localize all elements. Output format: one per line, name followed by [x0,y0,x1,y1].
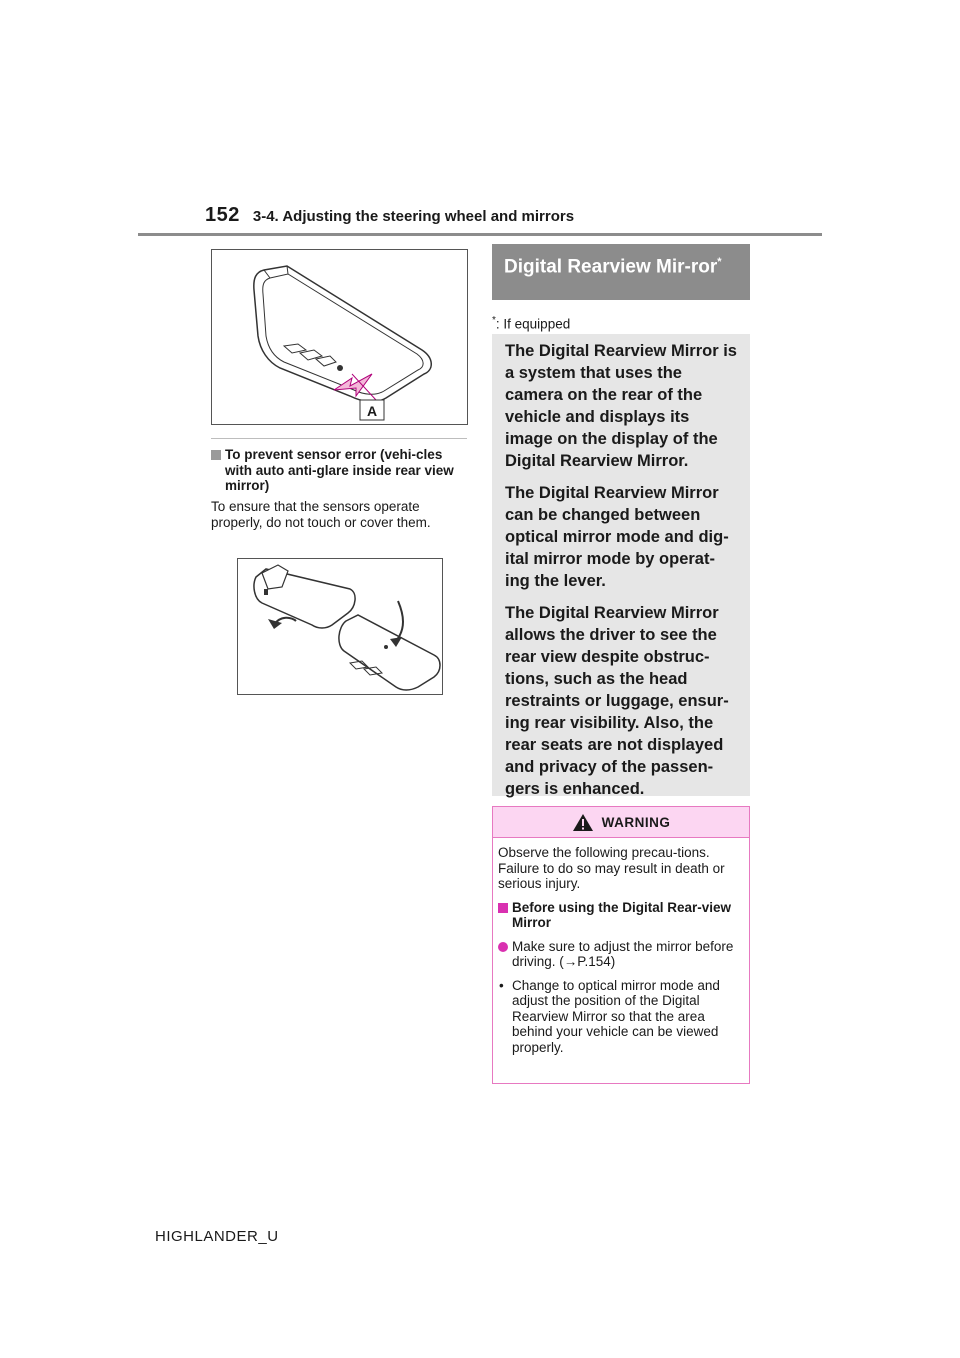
header-rule [138,233,822,236]
page-number: 152 [205,204,240,226]
circle-bullet-icon [498,942,508,952]
dot-bullet-icon: • [499,977,504,993]
banner-title: Digital Rearview Mir-ror [504,256,718,278]
warning-intro: Observe the following precau-tions. Failure to do so may result in death or serious injury. [498,845,725,891]
sensor-subheading-text: To prevent sensor error (vehi-cles with auto anti-glare inside rear view mirror) [225,447,454,493]
square-bullet-icon [211,450,221,460]
sensor-subheading [211,447,469,494]
warning-body [493,838,749,1055]
digital-mirror-banner [492,244,750,300]
warning-subheading-text: Before using the Digital Rear-view Mirror [512,899,732,930]
warning-dash-item [498,978,743,1056]
section-title: 3-4. Adjusting the steering wheel and mirrors [252,208,575,225]
footer-model: HIGHLANDER_U [155,1228,279,1245]
footnote-text: : If equipped [495,316,571,332]
mirror-sensors-illustration [238,559,442,694]
warning-bullet-text: Make sure to adjust the mirror before driving. (→P.154) [512,938,734,969]
mirror-sensor-figure [211,249,468,425]
intro-paragraph-3: The Digital Rearview Mirror allows the driver to see the rear view despite obstruc-tions, such as the head restraints or luggage, ensur-ing rear visibility. Also, the rear seats are not displayed and privacy of the passen-gers is enhanced. [505,604,729,798]
mirror-sensors-figure [237,558,443,695]
page-header [205,204,574,234]
mirror-sensor-illustration [212,250,467,424]
warning-label: WARNING [601,814,671,830]
warning-triangle-icon [572,813,594,832]
sensor-body-text: To ensure that the sensors operate properly, do not touch or cover them. [211,499,431,530]
intro-paragraph-2: The Digital Rearview Mirror can be changed between optical mirror mode and dig-ital mirror mode by operat-ing the lever. [505,484,729,590]
warning-bullet-item [498,939,743,970]
footnote-asterisk: * [492,315,496,326]
banner-asterisk: * [717,256,722,268]
intro-box [492,334,750,796]
square-bullet-icon [498,903,508,913]
footnote [492,315,570,332]
section-divider [211,438,467,439]
warning-subheading [498,900,743,931]
intro-paragraph-1: The Digital Rearview Mirror is a system that uses the camera on the rear of the vehicle and displays its image on the display of the Digital Rearview Mirror. [505,342,737,470]
warning-dash-text: Change to optical mirror mode and adjust the position of the Digital Rearview Mirror so that the area behind your vehicle can be viewed properly. [512,977,720,1055]
warning-box [492,806,750,1084]
figure-label: A [366,403,378,419]
warning-header [493,807,749,838]
